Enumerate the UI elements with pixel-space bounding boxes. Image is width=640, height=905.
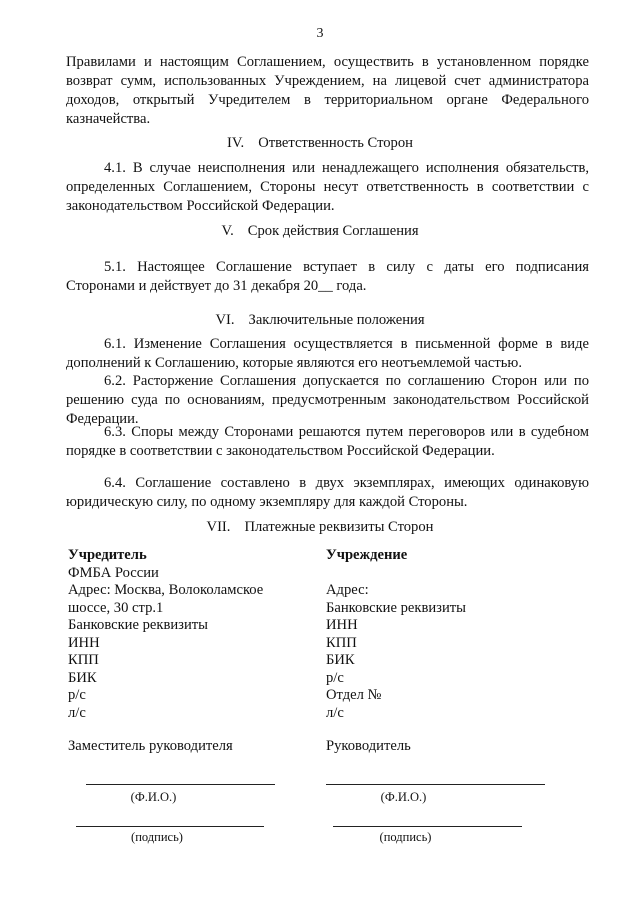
founder-line: БИК xyxy=(68,669,97,686)
institution-line: КПП xyxy=(326,634,357,651)
paragraph-6-3: 6.3. Споры между Сторонами решаются путем переговоров или в судебном порядке в соответствии с законодательством Российской Федерации. xyxy=(66,424,589,459)
founder-name-caption: (Ф.И.О.) xyxy=(130,790,177,804)
institution-position: Руководитель xyxy=(326,738,411,754)
section-number: VII. xyxy=(206,519,231,535)
paragraph-4-1: 4.1. В случае неисполнения или ненадлежащего исполнения обязательств, определенных Соглашением, Стороны несут ответственность в соответствии с законодательством Российской Федерации. xyxy=(66,160,589,214)
section-number: V. xyxy=(221,223,234,239)
founder-signature-caption: (подпись) xyxy=(131,830,183,844)
paragraph-6-4: 6.4. Соглашение составлено в двух экземплярах, имеющих одинаковую юридическую силу, по одному экземпляру для каждой Стороны. xyxy=(66,475,589,510)
section-title: Платежные реквизиты Сторон xyxy=(244,519,434,535)
institution-name-caption: (Ф.И.О.) xyxy=(380,790,427,804)
founder-requisites xyxy=(68,547,263,722)
paragraph-6-2: 6.2. Расторжение Соглашения допускается по соглашению Сторон или по решению суда по основаниям, предусмотренным законодательством Российской Федерации. xyxy=(66,373,589,427)
institution-line: ИНН xyxy=(326,617,358,633)
section-iv-heading xyxy=(0,135,640,152)
institution-requisites xyxy=(326,547,466,722)
founder-line: Адрес: Москва, Волоколамское xyxy=(68,582,264,598)
section-vi-heading xyxy=(0,312,640,329)
institution-line: Адрес: xyxy=(326,582,369,598)
paragraph-6-1: 6.1. Изменение Соглашения осуществляется в письменной форме в виде дополнений к Соглашению, которые являются его неотъемлемой частью. xyxy=(66,336,589,371)
section-title: Заключительные положения xyxy=(248,312,425,328)
institution-line xyxy=(326,565,466,583)
institution-signature-line xyxy=(333,826,522,827)
founder-line: КПП xyxy=(68,652,99,668)
founder-line: ИНН xyxy=(68,634,100,651)
section-vii-heading xyxy=(0,519,640,536)
founder-line: шоссе, 30 стр.1 xyxy=(68,599,164,616)
paragraph-5-1: 5.1. Настоящее Соглашение вступает в силу с даты его подписания Сторонами и действует до 31 декабря 20__ года. xyxy=(66,259,589,294)
section-number: VI. xyxy=(215,312,235,328)
founder-line: р/с xyxy=(68,687,86,703)
founder-line: л/с xyxy=(68,704,86,721)
institution-line: Отдел № xyxy=(326,687,382,703)
founder-line: Банковские реквизиты xyxy=(68,617,208,633)
founder-heading: Учредитель xyxy=(68,547,147,563)
founder-name-line xyxy=(86,784,275,785)
founder-line: ФМБА России xyxy=(68,564,159,581)
institution-line: Банковские реквизиты xyxy=(326,599,466,616)
institution-line: л/с xyxy=(326,704,344,721)
founder-signature-line xyxy=(76,826,264,827)
section-v-heading xyxy=(0,223,640,240)
section-title: Срок действия Соглашения xyxy=(247,223,419,239)
institution-line: р/с xyxy=(326,669,344,686)
institution-signature-caption: (подпись) xyxy=(379,830,432,844)
section-title: Ответственность Сторон xyxy=(258,135,413,151)
founder-position: Заместитель руководителя xyxy=(68,738,233,754)
institution-name-line xyxy=(326,784,545,785)
institution-line: БИК xyxy=(326,652,355,668)
page-number: 3 xyxy=(316,26,324,41)
institution-heading: Учреждение xyxy=(326,547,408,563)
section-number: IV. xyxy=(227,135,245,151)
intro-paragraph: Правилами и настоящим Соглашением, осуществить в установленном порядке возврат сумм, использованных Учреждением, на лицевой счет администратора доходов, открытый Учредителем в территориальном органе Федерального казначейства. xyxy=(66,54,589,127)
